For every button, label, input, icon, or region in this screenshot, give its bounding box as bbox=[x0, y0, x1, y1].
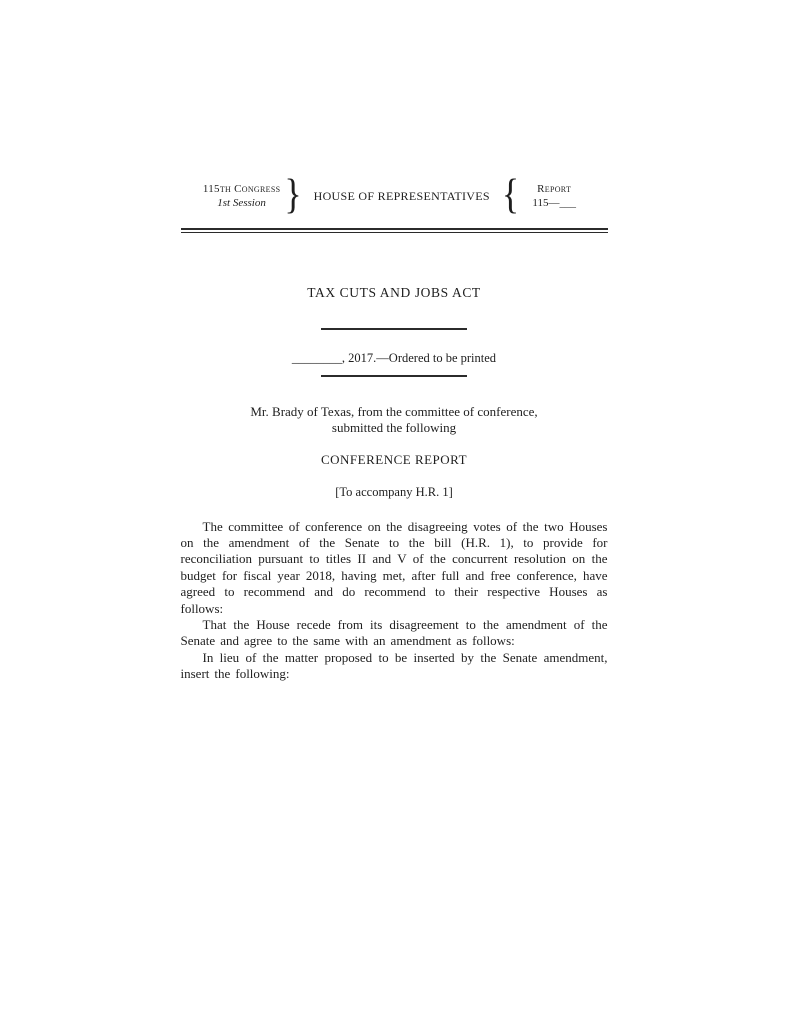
accompany-line: [To accompany H.R. 1] bbox=[335, 484, 453, 499]
separator-rule bbox=[321, 375, 467, 377]
submission-line-1: Mr. Brady of Texas, from the committee of conference, bbox=[250, 403, 538, 419]
report-number: 115—___ bbox=[532, 197, 576, 209]
date-line: ________, 2017.—Ordered to be printed bbox=[291, 350, 497, 365]
body-text bbox=[181, 519, 608, 683]
session-line: 1st Session bbox=[217, 197, 266, 209]
document-title: TAX CUTS AND JOBS ACT bbox=[307, 285, 481, 300]
left-curly-brace-icon: { bbox=[501, 170, 520, 218]
congress-session-block bbox=[203, 182, 281, 210]
report-label: Report bbox=[537, 183, 572, 195]
report-header bbox=[181, 170, 608, 218]
chamber-title: HOUSE OF REPRESENTATIVES bbox=[313, 188, 490, 203]
report-number-block bbox=[523, 182, 585, 210]
body-paragraph: In lieu of the matter proposed to be inserted by the Senate amendment, insert the following: bbox=[180, 649, 608, 682]
conference-report-heading: CONFERENCE REPORT bbox=[320, 451, 468, 467]
separator-rule bbox=[321, 328, 467, 330]
submission-line-2: submitted the following bbox=[331, 419, 457, 435]
congress-line: 115th Congress bbox=[202, 183, 281, 195]
body-paragraph: The committee of conference on the disagreeing votes of the two Houses on the amendment of the Senate to the bill (H.R. 1), to provide for reconciliation pursuant to titles II and V of the concurrent resolution on the budget for fiscal year 2018, having met, after full and free conference, have agreed to recommend and do recommend to their respective Houses as follows: bbox=[180, 518, 608, 616]
submission-statement bbox=[181, 404, 608, 436]
double-rule bbox=[181, 228, 608, 233]
body-paragraph: That the House recede from its disagreement to the amendment of the Senate and agree to the same with an amendment as follows: bbox=[180, 617, 608, 649]
right-curly-brace-icon: } bbox=[284, 170, 302, 218]
